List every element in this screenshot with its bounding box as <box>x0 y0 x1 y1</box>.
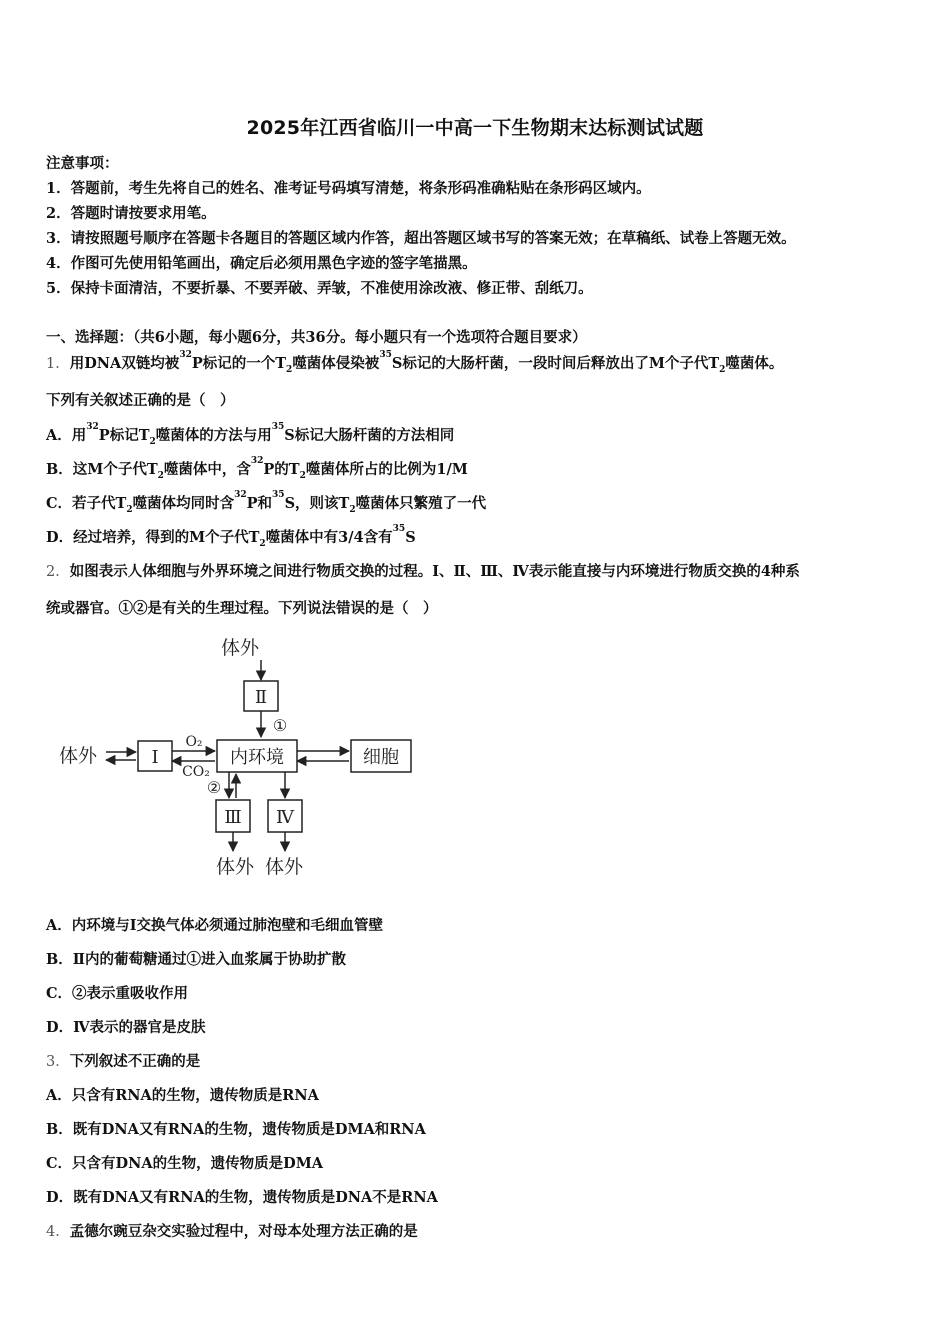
note-item: 2．答题时请按要求用笔。 <box>46 205 216 222</box>
outside-label-top: 体外 <box>220 637 260 659</box>
text: 噬菌体中，含 <box>163 461 251 478</box>
question-3-option-a: A．只含有RNA的生物，遗传物质是RNA <box>46 1087 319 1104</box>
superscript: 35 <box>379 350 392 360</box>
superscript: 35 <box>272 490 285 500</box>
section-heading: 一、选择题：（共6小题，每小题6分，共36分。每小题只有一个选项符合题目要求） <box>46 329 587 346</box>
text: 噬菌体所占的比例为1/M <box>305 461 468 478</box>
question-2-stem-line2: 统或器官。①②是有关的生理过程。下列说法错误的是（ ） <box>46 600 438 617</box>
subscript: 2 <box>299 471 306 481</box>
question-2-option-c: C．②表示重吸收作用 <box>46 985 189 1002</box>
text: S标记的大肠杆菌，一段时间后释放出了M个子代T <box>391 355 720 372</box>
question-1-option-b <box>46 458 468 479</box>
option-label: A． <box>46 427 72 444</box>
text: 孟德尔豌豆杂交实验过程中，对母本处理方法正确的是 <box>69 1223 418 1240</box>
o2-label: O₂ <box>185 734 203 750</box>
text: 噬菌体中有3/4含有 <box>265 529 393 546</box>
outside-label-bottom-left: 体外 <box>215 856 255 878</box>
question-1-stem <box>46 352 783 373</box>
superscript: 35 <box>392 524 406 534</box>
text: P的T <box>263 461 300 478</box>
option-label: D． <box>46 529 74 546</box>
question-number: 2． <box>46 564 70 580</box>
text: 用DNA双链均被 <box>69 355 180 372</box>
text: P标记T <box>98 427 150 444</box>
note-item: 4．作图可先使用铅笔画出，确定后必须用黑色字迹的签字笔描黑。 <box>46 255 477 272</box>
superscript: 32 <box>86 422 99 432</box>
subscript: 2 <box>719 365 726 375</box>
question-1-stem-line2: 下列有关叙述正确的是（ ） <box>46 392 235 409</box>
exchange-diagram <box>48 632 428 882</box>
text: S标记大肠杆菌的方法相同 <box>284 427 455 444</box>
co2-label: CO₂ <box>182 764 210 780</box>
question-2-option-b: B．Ⅱ内的葡萄糖通过①进入血浆属于协助扩散 <box>46 951 346 968</box>
superscript: 32 <box>250 456 264 466</box>
page-title: 2025年江西省临川一中高一下生物期末达标测试试题 <box>246 117 704 139</box>
subscript: 2 <box>286 365 293 375</box>
text: 噬菌体均同时含 <box>132 495 235 512</box>
text: 用 <box>71 427 87 444</box>
question-number: 1． <box>46 356 70 372</box>
box-i-label: Ⅰ <box>151 747 159 768</box>
question-1-option-a <box>46 424 454 445</box>
text: 噬菌体侵染被 <box>292 355 380 372</box>
text: 噬菌体的方法与用 <box>155 427 272 444</box>
text: 噬菌体只繁殖了一代 <box>355 495 487 512</box>
note-item: 3．请按照题号顺序在答题卡各题目的答题区域内作答，超出答题区域书写的答案无效；在草稿纸、试卷上答题无效。 <box>46 230 796 247</box>
text: S <box>405 529 416 546</box>
text: 若子代T <box>72 495 127 512</box>
question-1-option-d <box>46 526 416 547</box>
question-4-stem <box>46 1220 418 1241</box>
box-ii-label: Ⅱ <box>254 687 268 708</box>
question-3-option-d: D．既有DNA又有RNA的生物，遗传物质是DNA不是RNA <box>46 1189 438 1206</box>
notes-heading: 注意事项： <box>46 155 119 172</box>
question-1-option-c <box>46 492 486 513</box>
note-item: 1．答题前，考生先将自己的姓名、准考证号码填写清楚，将条形码准确粘贴在条形码区域内。 <box>46 180 651 197</box>
box-iii-label: Ⅲ <box>224 807 242 828</box>
text: 噬菌体。 <box>725 355 784 372</box>
question-3-stem <box>46 1050 200 1071</box>
subscript: 2 <box>157 471 164 481</box>
note-item: 5．保持卡面清洁，不要折暴、不要弄破、弄皱，不准使用涂改液、修正带、刮纸刀。 <box>46 280 593 297</box>
superscript: 32 <box>179 350 192 360</box>
subscript: 2 <box>126 505 133 515</box>
text: P标记的一个T <box>191 355 287 372</box>
question-number: 4． <box>46 1224 70 1240</box>
process-1-label: ① <box>272 716 288 735</box>
option-label: C． <box>46 495 73 512</box>
inner-environment-label: 内环境 <box>230 747 284 768</box>
subscript: 2 <box>259 539 266 549</box>
superscript: 35 <box>271 422 285 432</box>
question-3-option-b: B．既有DNA又有RNA的生物，遗传物质是DMA和RNA <box>46 1121 426 1138</box>
question-3-option-c: C．只含有DNA的生物，遗传物质是DMA <box>46 1155 323 1172</box>
process-2-label: ② <box>206 778 222 797</box>
outside-label-left: 体外 <box>58 745 98 767</box>
cell-label: 细胞 <box>363 747 399 768</box>
option-label: B． <box>46 461 73 478</box>
question-2-option-a: A．内环境与Ⅰ交换气体必须通过肺泡壁和毛细血管壁 <box>46 917 384 934</box>
text: 经过培养，得到的M个子代T <box>73 529 260 546</box>
text: 这M个子代T <box>72 461 158 478</box>
question-2-stem <box>46 560 800 581</box>
subscript: 2 <box>149 437 156 447</box>
outside-label-bottom-right: 体外 <box>264 856 304 878</box>
text: S，则该T <box>284 495 350 512</box>
text: 下列叙述不正确的是 <box>69 1053 201 1070</box>
box-iv-label: Ⅳ <box>276 807 294 828</box>
question-number: 3． <box>46 1054 70 1070</box>
question-2-option-d: D．Ⅳ表示的器官是皮肤 <box>46 1019 206 1036</box>
text: P和 <box>246 495 273 512</box>
text: 如图表示人体细胞与外界环境之间进行物质交换的过程。Ⅰ、Ⅱ、Ⅲ、Ⅳ表示能直接与内环境进行物质交换的4种系 <box>69 563 800 580</box>
subscript: 2 <box>349 505 356 515</box>
superscript: 32 <box>234 490 247 500</box>
